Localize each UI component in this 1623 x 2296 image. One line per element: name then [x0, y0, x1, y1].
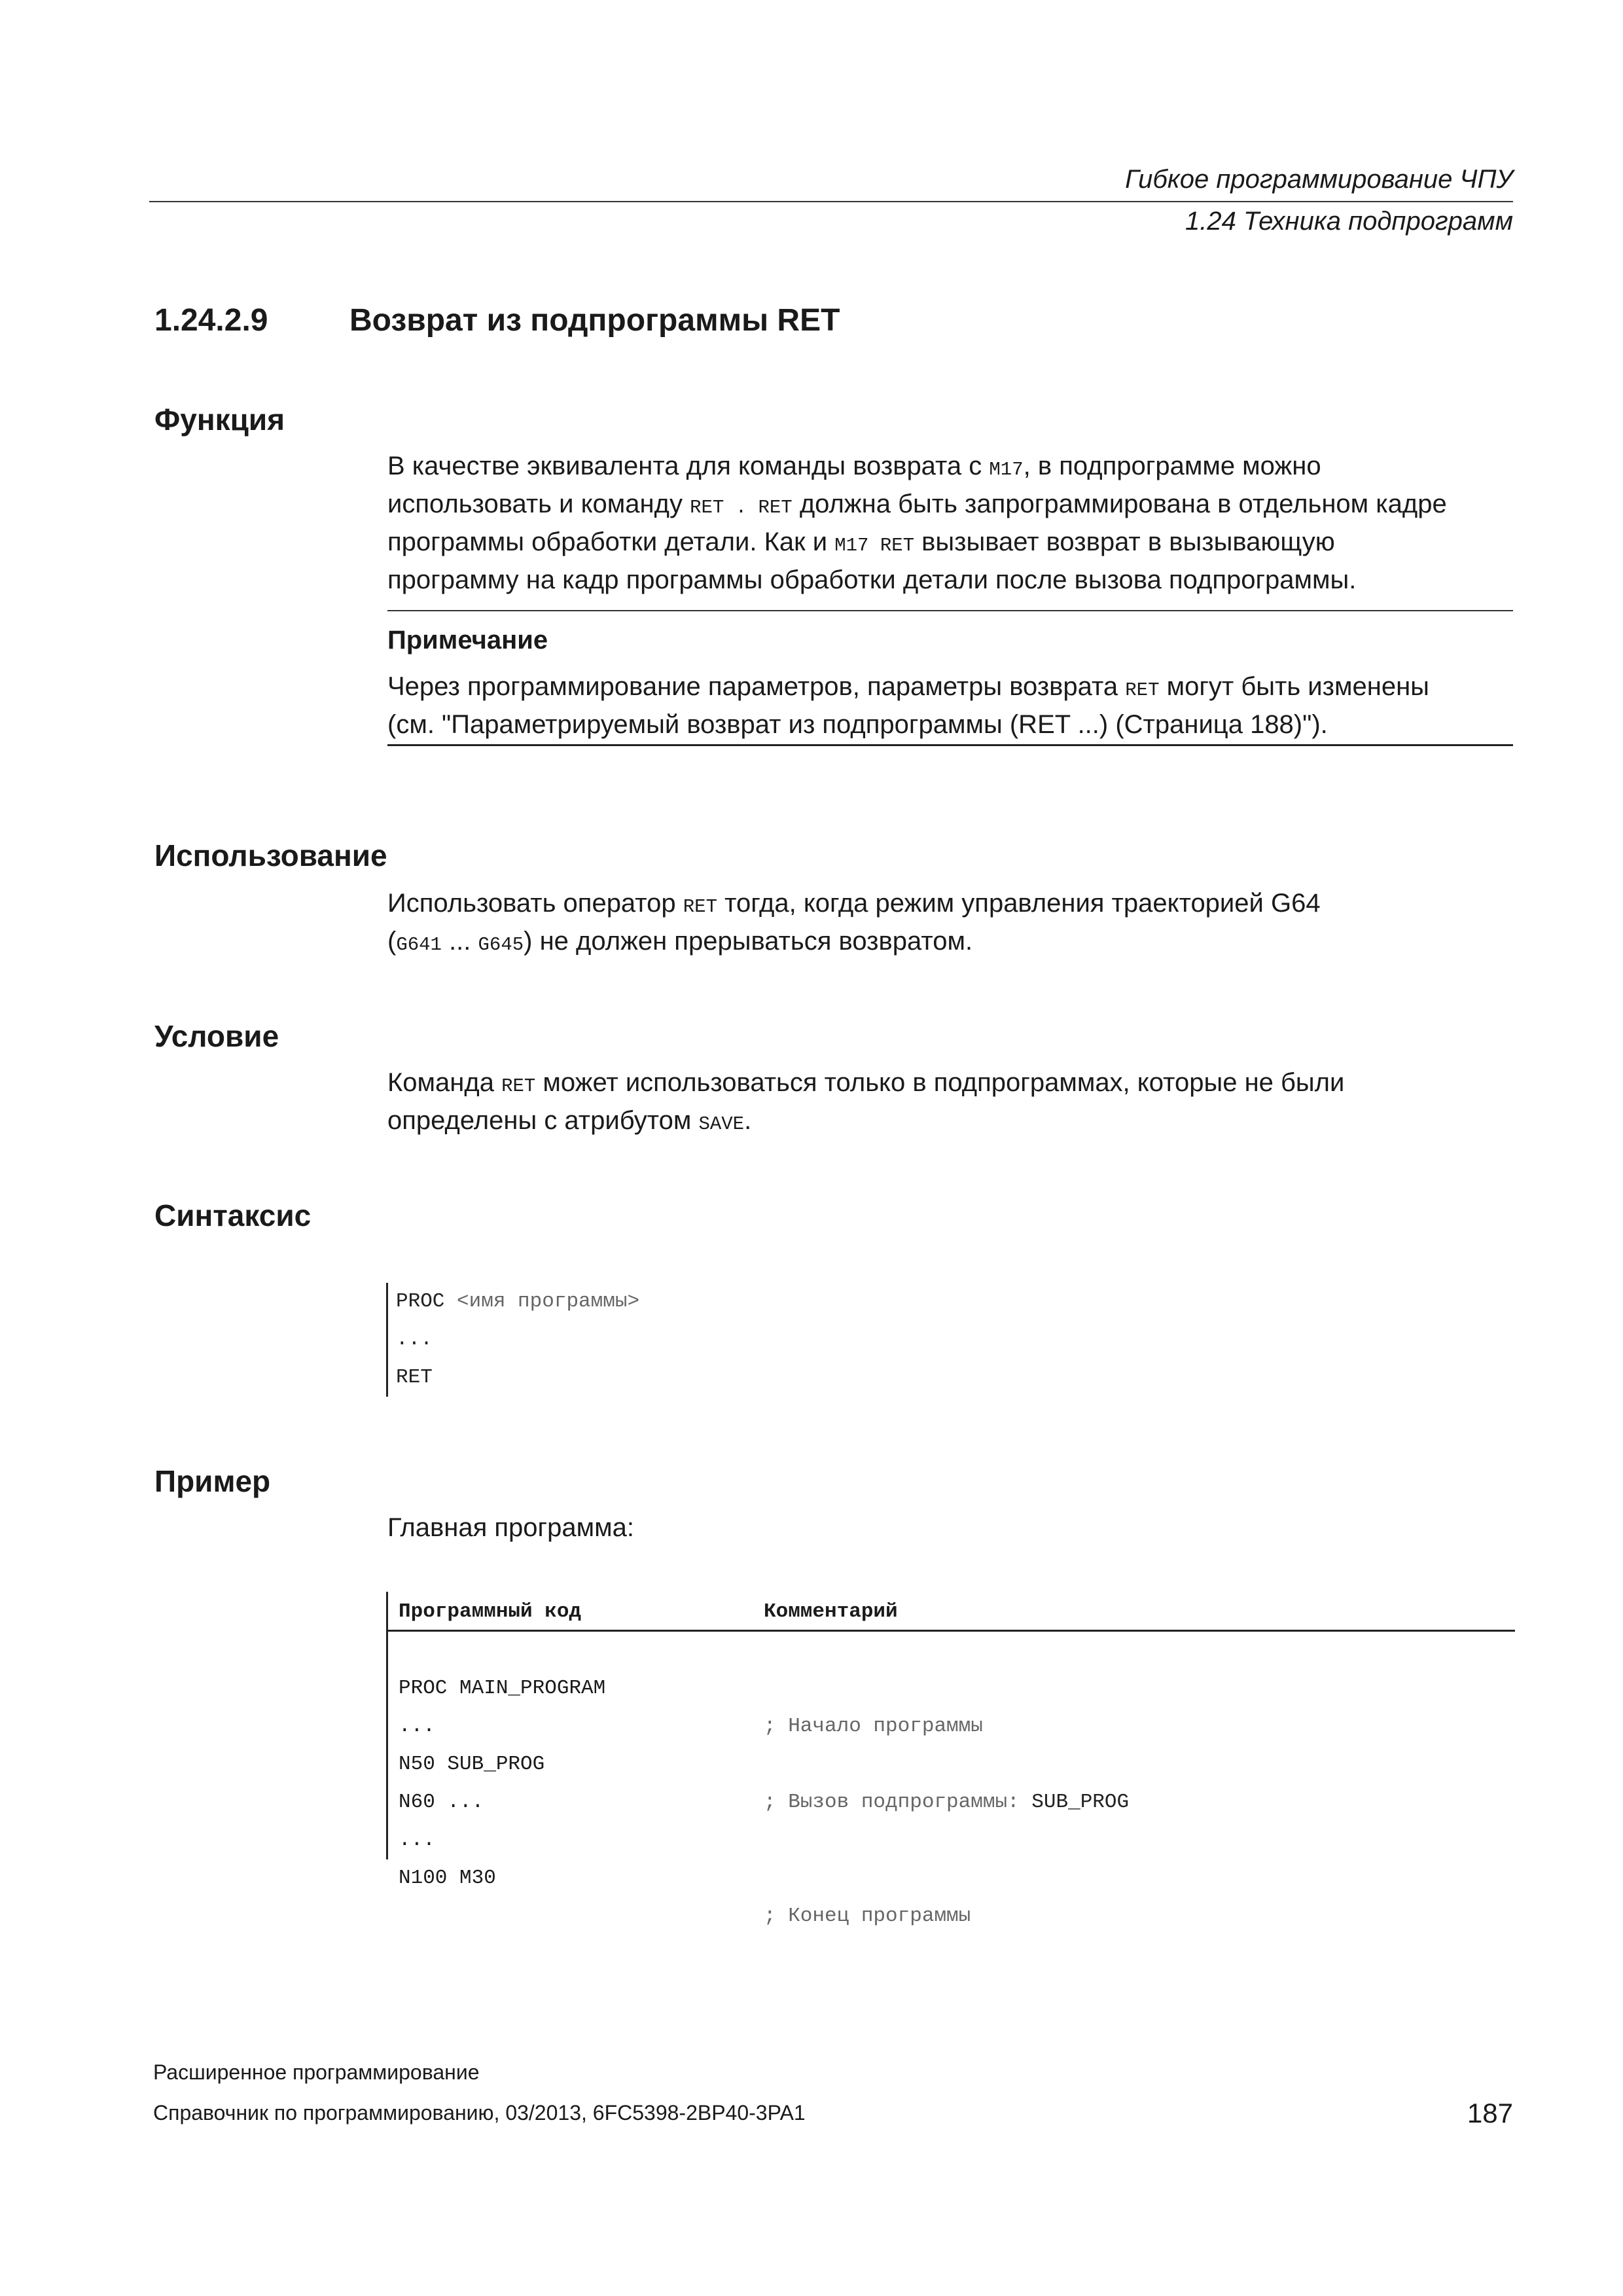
- condition-line-2: определены с атрибутом SAVE.: [387, 1106, 752, 1135]
- syntax-line-2: ...: [396, 1328, 433, 1351]
- function-line-3: программы обработки детали. Как и M17 RET вызывает возврат в вызывающую: [387, 528, 1335, 556]
- section-title: Возврат из подпрограммы RET: [349, 303, 840, 338]
- footer-book-title: Расширенное программирование: [153, 2060, 480, 2084]
- page-number: 187: [1467, 2098, 1513, 2128]
- example-intro: Главная программа:: [387, 1513, 634, 1542]
- column-header-comment: Комментарий: [764, 1600, 898, 1623]
- syntax-line-3: RET: [396, 1366, 433, 1389]
- note-text: [387, 670, 1513, 742]
- column-header-code: Программный код: [399, 1600, 582, 1623]
- note-box: [387, 610, 1513, 746]
- example-code-table: [386, 1592, 1515, 1928]
- function-paragraph: [387, 449, 1513, 597]
- table-row: ...: [399, 1715, 435, 1738]
- table-row: N100 M30 ; Конец программы: [399, 1867, 971, 1928]
- table-row: N60 ...: [399, 1791, 484, 1814]
- syntax-line-1: PROC <имя программы>: [396, 1290, 640, 1313]
- running-header-section: 1.24 Техника подпрограмм: [1185, 207, 1513, 236]
- heading-function: Функция: [154, 403, 285, 437]
- header-rule: [149, 201, 1513, 202]
- function-line-2: использовать и команду RET . RET должна быть запрограммирована в отдельном кадре: [387, 490, 1447, 518]
- table-row: PROC MAIN_PROGRAM ; Начало программы: [399, 1677, 983, 1738]
- function-line-4: программу на кадр программы обработки детали после вызова подпрограммы.: [387, 565, 1357, 594]
- condition-line-1: Команда RET может использоваться только в подпрограммах, которые не были: [387, 1068, 1345, 1097]
- condition-paragraph: [387, 1066, 1513, 1141]
- footer-reference: Справочник по программированию, 03/2013, 6FC5398-2BP40-3PA1: [153, 2101, 806, 2125]
- section-number: 1.24.2.9: [154, 303, 268, 338]
- usage-line-2: (G641 ... G645) не должен прерываться возвратом.: [387, 927, 973, 956]
- syntax-code-block: [386, 1283, 639, 1397]
- note-title: Примечание: [387, 626, 548, 655]
- note-line-2: (см. "Параметрируемый возврат из подпрограммы (RET ...) (Страница 188)").: [387, 710, 1328, 739]
- heading-example: Пример: [154, 1464, 271, 1498]
- table-header: [388, 1592, 1515, 1632]
- usage-line-1: Использовать оператор RET тогда, когда режим управления траекторией G64: [387, 889, 1321, 918]
- table-row: ...: [399, 1829, 435, 1852]
- heading-condition: Условие: [154, 1019, 279, 1053]
- heading-usage: Использование: [154, 838, 387, 872]
- usage-paragraph: [387, 886, 1513, 962]
- function-line-1: В качестве эквивалента для команды возврата с M17, в подпрограмме можно: [387, 452, 1321, 480]
- heading-syntax: Синтаксис: [154, 1198, 312, 1232]
- running-header-chapter: Гибкое программирование ЧПУ: [1125, 165, 1513, 194]
- note-line-1: Через программирование параметров, параметры возврата RET могут быть изменены: [387, 672, 1429, 701]
- table-row: N50 SUB_PROG ; Вызов подпрограммы: SUB_PROG: [399, 1753, 1130, 1814]
